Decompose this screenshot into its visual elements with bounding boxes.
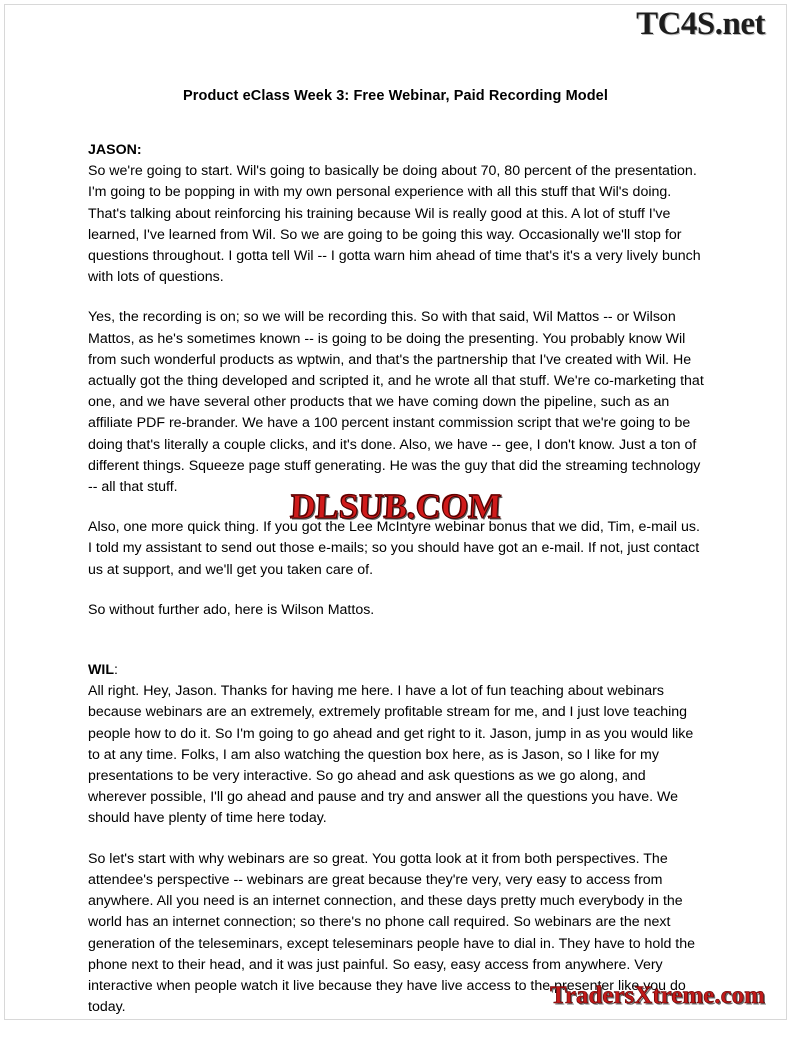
- paragraph: So we're going to start. Wil's going to basically be doing about 70, 80 percent of the presentation. I'm going to be popping in with my own personal experience with all this stuff that Wil's doing. That's talking about reinforcing his training because Wil is really good at this. A lot of stuff I've learned, I've learned from Wil. So we are going to be going this way. Occasionally we'll stop for questions throughout. I gotta tell Wil -- I gotta warn him ahead of time that's it's a very lively bunch with lots of questions.: [88, 163, 701, 286]
- speaker-colon: :: [114, 662, 118, 679]
- paragraph: So without further ado, here is Wilson Mattos.: [88, 601, 375, 618]
- paragraph: So let's start with why webinars are so great. You gotta look at it from both perspectives. The attendee's perspective -- webinars are great because they're very, very easy to access from anywhere. All you need is an internet connection, and these days pretty much everybody in the world has an internet connection; so there's no phone call required. So webinars are the next generation of the teleseminars, except teleseminars people have to dial in. They have to hold the phone next to their head, and it was just painful. So easy, easy access from anywhere. Very interactive when people watch it live because they have live access to the presenter like you do today.: [88, 850, 696, 1016]
- section-gap: [88, 640, 704, 660]
- document-body: [88, 140, 704, 1037]
- paragraph: All right. Hey, Jason. Thanks for having me here. I have a lot of fun teaching about webinars because webinars are an extremely, extremely profitable stream for me, and I just love teaching people how to do it. So I'm going to go ahead and get right to it. Jason, jump in as you would like to at any time. Folks, I am also watching the question box here, as is Jason, so I like for my presentations to be very interactive. So go ahead and ask questions as we go along, and wherever possible, I'll go ahead and pause and try and answer all the questions you have. We should have plenty of time here today.: [88, 683, 694, 827]
- watermark-top-right: TC4S.net: [636, 6, 765, 42]
- page-title: Product eClass Week 3: Free Webinar, Paid Recording Model: [183, 88, 608, 104]
- speaker-label-wil: [88, 660, 704, 681]
- watermark-center: DLSUB.COM: [288, 487, 503, 526]
- watermark-bottom-right: TradersXtreme.com: [550, 982, 765, 1009]
- paragraph: Yes, the recording is on; so we will be recording this. So with that said, Wil Mattos -- or Wilson Mattos, as he's sometimes known -- is going to be doing the presenting. You probably know Wil from such wonderful products as wptwin, and that's the partnership that I've created with Wil. He actually got the thing developed and scripted it, and he wrote all that stuff. We're co-marketing that one, and we have several other products that we have coming down the pipeline, such as an affiliate PDF re-brander. We have a 100 percent instant commission script that we're going to be doing that's literally a couple clicks, and it's done. Also, we have -- gee, I don't know. Just a ton of different things. Squeeze page stuff generating. He was the guy that did the streaming technology -- all that stuff.: [88, 309, 704, 496]
- speaker-label-jason: JASON:: [88, 142, 142, 158]
- speaker-name: WIL: [88, 662, 114, 679]
- paragraph: Also, one more quick thing. If you got the Lee McIntyre webinar bonus that we did, Tim, e-mail us. I told my assistant to send out those e-mails; so you should have got an e-mail. If not, just contact us at support, and we'll get you taken care of.: [88, 519, 700, 578]
